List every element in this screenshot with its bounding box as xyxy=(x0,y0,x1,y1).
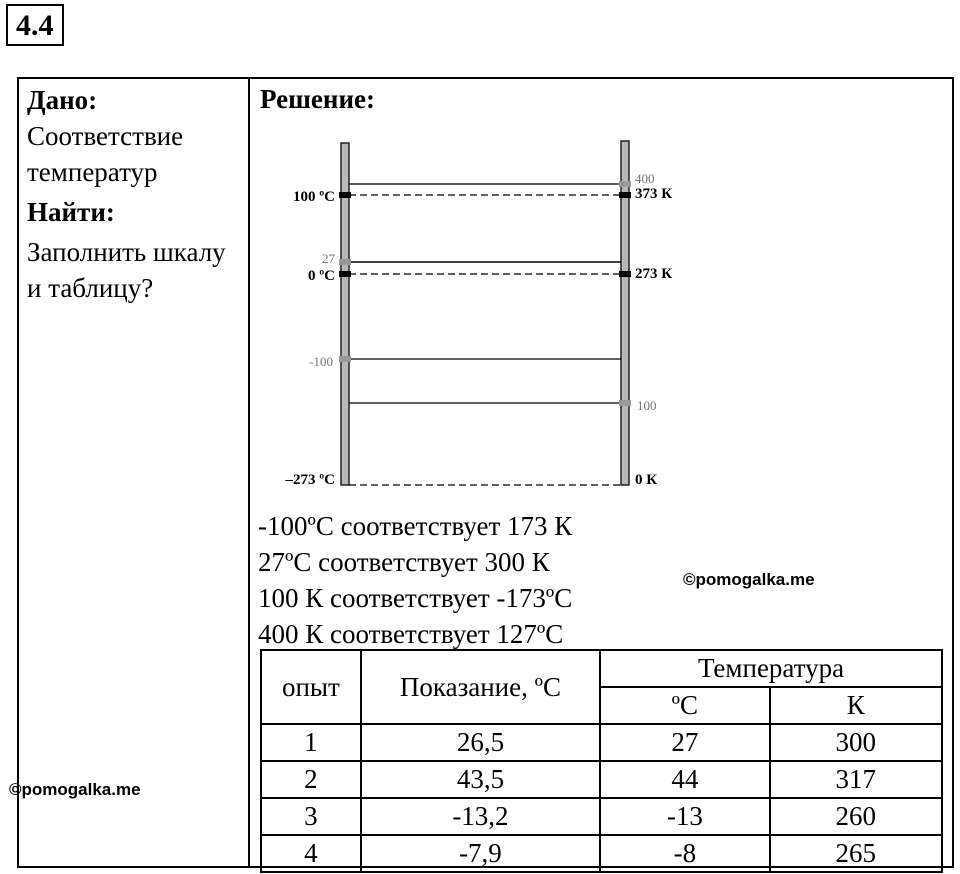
header-experiment: опыт xyxy=(261,650,361,724)
tick-400k xyxy=(619,181,631,187)
statement-4: 400 К соответствует 127ºС xyxy=(258,619,564,649)
tick-100c xyxy=(339,192,351,198)
temperature-scale-diagram xyxy=(255,135,705,495)
given-section xyxy=(27,82,242,306)
cell-celsius: 44 xyxy=(600,761,769,798)
label-100k: 100 xyxy=(637,398,657,413)
cell-exp: 1 xyxy=(261,724,361,761)
tick-373k xyxy=(619,192,631,198)
label-273k: 273 К xyxy=(635,266,673,282)
cell-celsius: -13 xyxy=(600,798,769,835)
label-373k: 373 К xyxy=(635,186,673,202)
cell-reading: -7,9 xyxy=(361,835,600,872)
header-temperature: Температура xyxy=(600,650,942,687)
given-label: Дано: xyxy=(27,85,98,115)
label-0k: 0 К xyxy=(635,472,658,488)
label-0c: 0 ºС xyxy=(307,268,335,284)
statement-2: 27ºС соответствует 300 К xyxy=(258,547,550,577)
cell-kelvin: 300 xyxy=(770,724,942,761)
table-row xyxy=(261,761,942,798)
watermark-top: ©pomogalka.me xyxy=(683,570,815,589)
header-kelvin: К xyxy=(770,687,942,724)
tick-minus100c xyxy=(339,356,351,362)
cell-exp: 3 xyxy=(261,798,361,835)
header-reading: Показание, ºС xyxy=(361,650,600,724)
watermark-bottom: ©pomogalka.me xyxy=(9,780,141,799)
cell-kelvin: 260 xyxy=(770,798,942,835)
tick-0c xyxy=(339,271,351,277)
cell-kelvin: 265 xyxy=(770,835,942,872)
header-celsius: ºС xyxy=(600,687,769,724)
label-minus100c: -100 xyxy=(309,354,333,369)
column-divider xyxy=(248,77,250,868)
label-100c: 100 ºС xyxy=(292,189,335,205)
find-label: Найти: xyxy=(27,197,115,227)
tick-100k xyxy=(619,400,631,406)
statement-3: 100 К соответствует -173ºС xyxy=(258,583,573,613)
tick-27c xyxy=(339,259,351,265)
table-row xyxy=(261,835,942,872)
table-row xyxy=(261,798,942,835)
results-table xyxy=(260,649,943,873)
statement-1: -100ºС соответствует 173 К xyxy=(258,511,573,541)
cell-celsius: 27 xyxy=(600,724,769,761)
cell-reading: 26,5 xyxy=(361,724,600,761)
solution-label: Решение: xyxy=(260,84,375,114)
problem-number: 4.4 xyxy=(6,4,64,46)
tick-273k xyxy=(619,271,631,277)
cell-exp: 2 xyxy=(261,761,361,798)
results-list xyxy=(258,508,572,652)
table-header-row xyxy=(261,650,942,687)
cell-kelvin: 317 xyxy=(770,761,942,798)
label-27c: 27 xyxy=(322,251,335,266)
cell-reading: 43,5 xyxy=(361,761,600,798)
label-minus273c: –273 ºС xyxy=(285,472,335,488)
find-text: Заполнить шкалу и таблицу? xyxy=(27,237,226,303)
given-text: Соответствие температур xyxy=(27,121,184,187)
cell-reading: -13,2 xyxy=(361,798,600,835)
cell-exp: 4 xyxy=(261,835,361,872)
table-row xyxy=(261,724,942,761)
cell-celsius: -8 xyxy=(600,835,769,872)
label-400k: 400 xyxy=(635,171,655,186)
